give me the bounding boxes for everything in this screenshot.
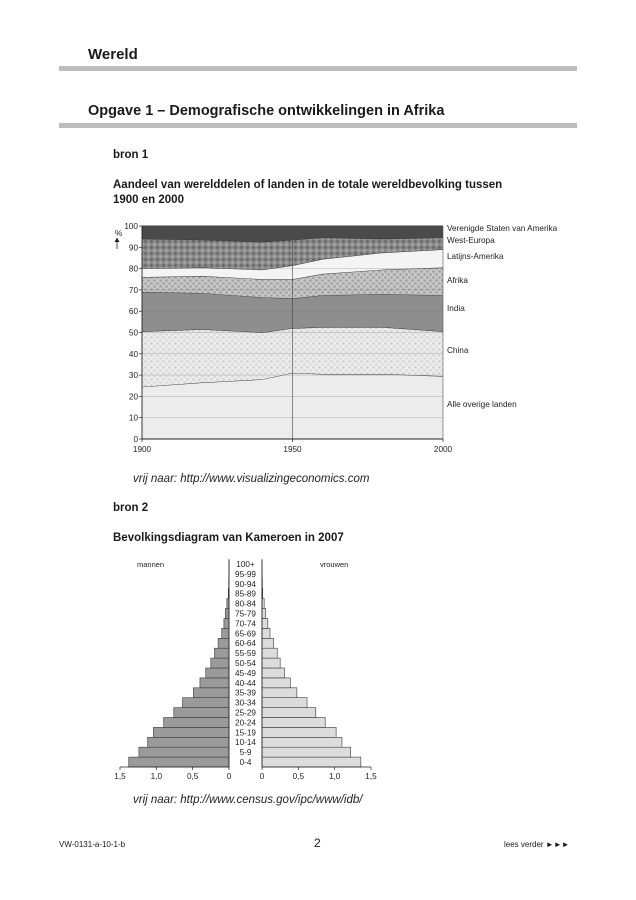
bar-vrouwen-55-59 [262,648,277,658]
bar-mannen-0-4 [129,757,229,767]
age-label: 20-24 [235,718,256,728]
bar-mannen-65-69 [222,628,229,638]
age-label: 30-34 [235,698,256,708]
series-label: China [447,346,469,355]
bar-vrouwen-15-19 [262,727,336,737]
age-label: 95-99 [235,569,256,579]
y-axis-unit: % [115,229,123,238]
bar-mannen-5-9 [139,747,229,757]
x-tick-label: 2000 [433,445,453,454]
bar-mannen-35-39 [193,688,229,698]
bar-vrouwen-5-9 [262,747,351,757]
bron2-title: Bevolkingsdiagram van Kameroen in 2007 [113,532,344,544]
y-tick-label: 50 [128,328,138,338]
x-tick-label: 0,5 [292,772,305,781]
bar-mannen-10-14 [148,737,229,747]
x-tick-label: 1,0 [150,772,163,781]
age-label: 60-64 [235,639,256,649]
bron2-source: vrij naar: http://www.census.gov/ipc/www/idb/ [133,794,363,806]
bar-vrouwen-65-69 [262,628,270,638]
y-tick-label: 80 [128,264,138,274]
bar-mannen-15-19 [153,727,229,737]
footer-code: VW-0131-a-10-1-b [59,840,126,849]
x-tick-label: 1,5 [365,772,377,781]
bar-mannen-50-54 [211,658,229,668]
y-tick-label: 10 [128,413,138,423]
age-label: 75-79 [235,609,256,619]
bar-vrouwen-40-44 [262,678,290,688]
bar-mannen-60-64 [218,638,229,648]
bron2-label: bron 2 [113,502,149,514]
series-label: Verenigde Staten van Amerika [447,224,558,233]
y-tick-label: 40 [128,349,138,359]
bar-mannen-55-59 [214,648,229,658]
x-tick-label: 0 [259,772,265,781]
y-tick-label: 100 [124,222,138,231]
continue-link: lees verder ►►► [504,840,570,849]
series-label: Alle overige landen [447,400,517,409]
x-tick-label: 1900 [132,445,152,454]
bar-vrouwen-30-34 [262,698,307,708]
x-tick-label: 1,0 [328,772,341,781]
bar-mannen-45-49 [206,668,229,678]
y-tick-label: 90 [128,243,138,253]
x-tick-label: 1950 [283,445,302,454]
bar-vrouwen-70-74 [262,619,268,629]
men-label: mannen [137,560,165,569]
age-label: 90-94 [235,579,256,589]
x-tick-label: 0 [226,772,232,781]
age-label: 40-44 [235,678,256,688]
age-label: 70-74 [235,619,256,629]
series-label: West-Europa [447,236,495,245]
bar-mannen-40-44 [200,678,229,688]
section-title: Wereld [88,46,138,63]
page-number: 2 [314,836,321,850]
bar-vrouwen-60-64 [262,638,274,648]
series-label: India [447,304,465,313]
bar-vrouwen-45-49 [262,668,285,678]
bron1-title-line1: Aandeel van werelddelen of landen in de totale wereldbevolking tussen [113,179,503,191]
bar-vrouwen-10-14 [262,737,342,747]
bar-mannen-70-74 [224,619,229,629]
y-tick-label: 30 [128,371,138,381]
series-label: Afrika [447,276,468,285]
assignment-title: Opgave 1 – Demografische ontwikkelingen in Afrika [88,103,445,119]
bar-vrouwen-0-4 [262,757,361,767]
x-tick-label: 1,5 [114,772,126,781]
age-label: 0-4 [239,758,252,767]
age-label: 100+ [236,560,255,569]
bar-mannen-20-24 [164,718,229,728]
age-label: 15-19 [235,728,256,738]
age-label: 35-39 [235,688,256,698]
bar-mannen-30-34 [182,698,229,708]
bron1-title-line2: 1900 en 2000 [113,194,184,206]
y-tick-label: 60 [128,307,138,317]
bar-mannen-75-79 [225,609,229,619]
y-tick-label: 20 [128,392,138,402]
y-tick-label: 70 [128,285,138,295]
age-label: 85-89 [235,589,256,599]
x-tick-label: 0,5 [186,772,199,781]
bar-vrouwen-35-39 [262,688,297,698]
bron1-source: vrij naar: http://www.visualizingeconomics.com [133,473,370,485]
age-label: 5-9 [239,748,252,758]
y-tick-label: 0 [133,435,138,444]
series-label: Latijns-Amerika [447,252,504,261]
bron1-label: bron 1 [113,149,149,161]
age-label: 55-59 [235,649,256,659]
age-label: 25-29 [235,708,256,718]
bar-vrouwen-20-24 [262,718,325,728]
age-label: 45-49 [235,668,256,678]
age-label: 65-69 [235,629,256,639]
bar-vrouwen-50-54 [262,658,280,668]
bar-mannen-25-29 [174,708,229,718]
age-label: 10-14 [235,738,256,748]
bar-vrouwen-75-79 [262,609,266,619]
women-label: vrouwen [320,560,349,569]
age-label: 80-84 [235,599,256,609]
bar-vrouwen-25-29 [262,708,316,718]
age-label: 50-54 [235,659,256,668]
